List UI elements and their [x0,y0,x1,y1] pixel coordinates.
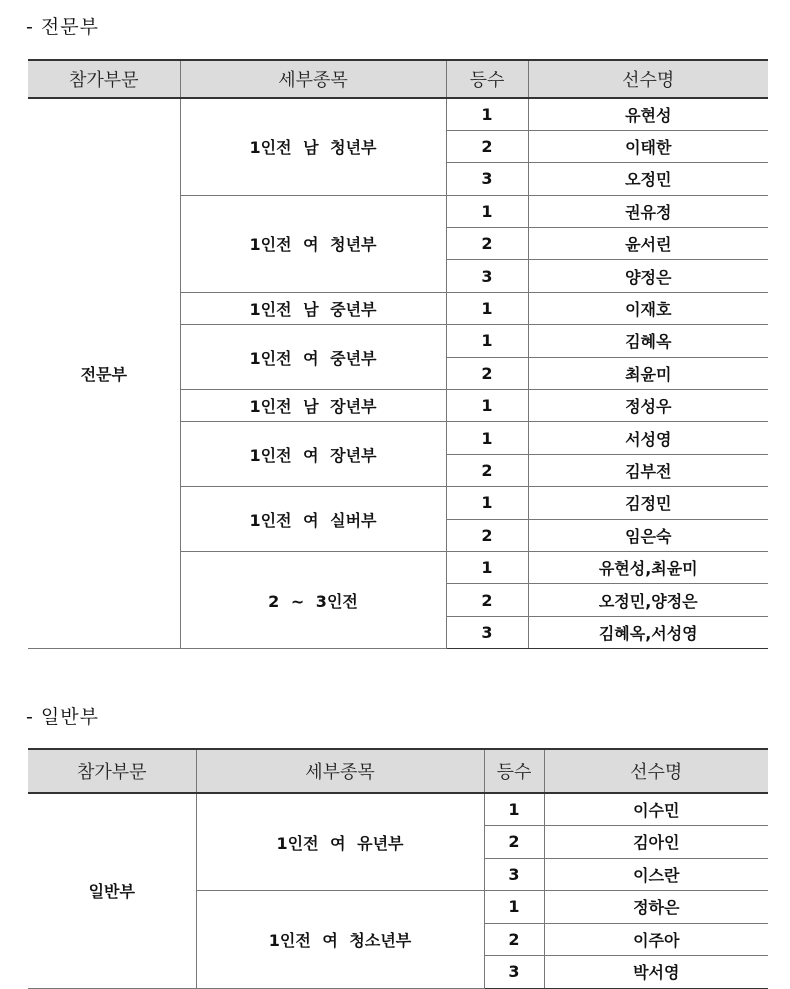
rank-cell: 3 [446,260,528,292]
section-title-pro: - 전문부 [26,16,99,38]
table-row [28,793,768,826]
player-cell: 임은숙 [528,519,768,551]
player-cell: 김부전 [528,454,768,486]
header-division: 참가부문 [28,749,196,793]
rank-cell: 3 [484,858,544,891]
player-cell: 유현성 [528,98,768,130]
event-cell: 1인전 여 청년부 [180,195,446,292]
header-rank: 등수 [446,60,528,98]
player-cell: 윤서린 [528,228,768,260]
rank-cell: 1 [446,98,528,130]
rank-cell: 1 [446,487,528,519]
rank-cell: 1 [484,793,544,826]
player-cell: 권유정 [528,195,768,227]
division-cell: 일반부 [28,793,196,988]
player-cell: 김혜옥 [528,325,768,357]
event-cell: 1인전 여 중년부 [180,325,446,390]
rank-cell: 2 [446,519,528,551]
rank-cell: 2 [484,826,544,859]
rank-cell: 3 [484,956,544,989]
player-cell: 오정민,양정은 [528,584,768,616]
rank-cell: 1 [446,390,528,422]
event-cell: 1인전 남 장년부 [180,390,446,422]
header-rank: 등수 [484,749,544,793]
player-cell: 이주아 [544,923,768,956]
event-cell: 1인전 여 장년부 [180,422,446,487]
header-event: 세부종목 [196,749,484,793]
player-cell: 최윤미 [528,357,768,389]
results-table-pro [28,59,768,649]
section-title-general: - 일반부 [26,706,99,728]
header-division: 참가부문 [28,60,180,98]
results-table-general [28,748,768,989]
division-cell: 전문부 [28,98,180,649]
event-cell: 1인전 여 청소년부 [196,891,484,989]
rank-cell: 2 [446,130,528,162]
rank-cell: 2 [446,454,528,486]
table-row [28,98,768,130]
rank-cell: 1 [446,551,528,583]
rank-cell: 2 [446,228,528,260]
player-cell: 김혜옥,서성영 [528,616,768,648]
event-cell: 1인전 남 청년부 [180,98,446,195]
player-cell: 정하은 [544,891,768,924]
rank-cell: 2 [446,584,528,616]
header-event: 세부종목 [180,60,446,98]
player-cell: 오정민 [528,163,768,195]
rank-cell: 1 [446,292,528,324]
rank-cell: 3 [446,163,528,195]
player-cell: 박서영 [544,956,768,989]
player-cell: 김아인 [544,826,768,859]
player-cell: 김정민 [528,487,768,519]
player-cell: 이수민 [544,793,768,826]
header-player: 선수명 [544,749,768,793]
player-cell: 서성영 [528,422,768,454]
player-cell: 유현성,최윤미 [528,551,768,583]
player-cell: 이태한 [528,130,768,162]
rank-cell: 1 [446,422,528,454]
event-cell: 1인전 남 중년부 [180,292,446,324]
event-cell: 2 ~ 3인전 [180,551,446,648]
rank-cell: 2 [484,923,544,956]
event-cell: 1인전 여 실버부 [180,487,446,552]
player-cell: 이스란 [544,858,768,891]
player-cell: 양정은 [528,260,768,292]
rank-cell: 1 [446,325,528,357]
rank-cell: 2 [446,357,528,389]
rank-cell: 1 [446,195,528,227]
header-player: 선수명 [528,60,768,98]
rank-cell: 3 [446,616,528,648]
event-cell: 1인전 여 유년부 [196,793,484,891]
player-cell: 이재호 [528,292,768,324]
player-cell: 정성우 [528,390,768,422]
rank-cell: 1 [484,891,544,924]
